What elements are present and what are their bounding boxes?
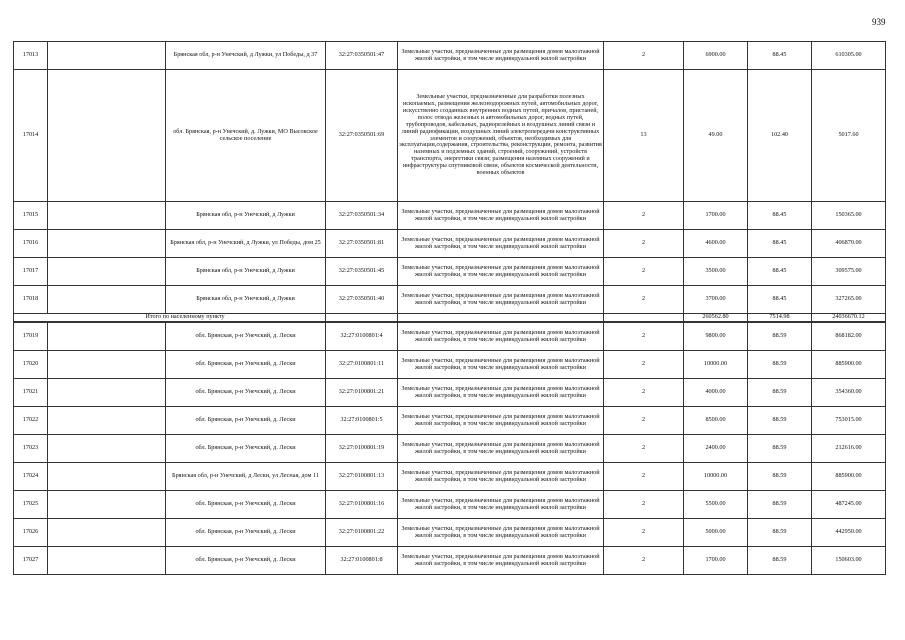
address-cell: обл. Брянская, р-н Унечский, д. Лески xyxy=(166,547,326,575)
specific-rate: 88.45 xyxy=(748,42,812,70)
table-row xyxy=(14,519,886,547)
area-value: 9800.00 xyxy=(684,323,748,351)
land-use-description: Земельные участки, предназначенные для размещения домов малоэтажной жилой застройки, в том числе индивидуальной жилой застройки xyxy=(398,547,604,575)
cadastral-number: 32:27:0100801:19 xyxy=(326,435,398,463)
table-row xyxy=(14,202,886,230)
blank-cell xyxy=(48,463,166,491)
land-use-group: 2 xyxy=(604,463,684,491)
land-use-description: Земельные участки, предназначенные для размещения домов малоэтажной жилой застройки, в том числе индивидуальной жилой застройки xyxy=(398,491,604,519)
cadastral-value: 150365.00 xyxy=(812,202,886,230)
address-cell: обл. Брянская, р-н Унечский, д. Лужки, МО Высокское сельское поселение xyxy=(166,70,326,202)
cadastral-value: 327265.00 xyxy=(812,286,886,314)
area-value: 8500.00 xyxy=(684,407,748,435)
cadastral-number: 32:27:0100801:16 xyxy=(326,491,398,519)
row-number: 17014 xyxy=(14,70,48,202)
settlement-group-luzhki xyxy=(14,42,886,314)
land-use-group: 2 xyxy=(604,547,684,575)
row-number: 17013 xyxy=(14,42,48,70)
row-number: 17015 xyxy=(14,202,48,230)
blank-cell xyxy=(48,230,166,258)
blank-cell xyxy=(48,258,166,286)
cadastral-number: 32:27:0350501:81 xyxy=(326,230,398,258)
land-use-description: Земельные участки, предназначенные для разработки полезных ископаемых, размещения железнодорожных путей, автомобильных дорог, искусственно созданных внутренних водных путей, причалов, пристаней, полос отвода железных и автомобильных дорог, водных путей, трубопроводов, кабельных, радиорелейных и воздушных линий связи и линий радиофикации, воздушных линий электропередачи конструктивных элементов и сооружений, объектов, необходимых для эксплуатации,содержания, строительства, реконструкции, ремонта, развития наземных и подземных зданий, строений, сооружений, устройств транспорта, энергетики связи; размещения наземных сооружений и инфраструктуры спутниковой связи, объектов космической деятельности, военных объектов xyxy=(398,70,604,202)
subtotal-row xyxy=(14,314,886,322)
row-number: 17017 xyxy=(14,258,48,286)
specific-rate: 88.59 xyxy=(748,519,812,547)
address-cell: Брянская обл, р-н Унечский, д Лески, ул Лесная, дом 11 xyxy=(166,463,326,491)
area-value: 10000.00 xyxy=(684,463,748,491)
table-row xyxy=(14,463,886,491)
area-value: 49.00 xyxy=(684,70,748,202)
land-use-group: 2 xyxy=(604,286,684,314)
land-use-description: Земельные участки, предназначенные для размещения домов малоэтажной жилой застройки, в том числе индивидуальной жилой застройки xyxy=(398,258,604,286)
address-cell: обл. Брянская, р-н Унечский, д. Лески xyxy=(166,435,326,463)
specific-rate: 88.59 xyxy=(748,323,812,351)
cadastral-value: 150603.00 xyxy=(812,547,886,575)
cadastral-value: 885900.00 xyxy=(812,463,886,491)
address-cell: Брянская обл, р-н Унечский, д Лужки xyxy=(166,202,326,230)
land-use-description: Земельные участки, предназначенные для размещения домов малоэтажной жилой застройки, в том числе индивидуальной жилой застройки xyxy=(398,230,604,258)
land-use-group: 2 xyxy=(604,519,684,547)
specific-rate: 88.45 xyxy=(748,258,812,286)
address-cell: Брянская обл, р-н Унечский, д Лужки xyxy=(166,286,326,314)
subtotal-group-cell xyxy=(604,314,684,322)
land-use-description: Земельные участки, предназначенные для размещения домов малоэтажной жилой застройки, в том числе индивидуальной жилой застройки xyxy=(398,351,604,379)
table-row xyxy=(14,379,886,407)
row-number: 17016 xyxy=(14,230,48,258)
cadastral-number: 32:27:0350501:40 xyxy=(326,286,398,314)
land-use-description: Земельные участки, предназначенные для размещения домов малоэтажной жилой застройки, в том числе индивидуальной жилой застройки xyxy=(398,202,604,230)
specific-rate: 88.59 xyxy=(748,351,812,379)
area-value: 1700.00 xyxy=(684,202,748,230)
row-number: 17018 xyxy=(14,286,48,314)
area-value: 4000.00 xyxy=(684,379,748,407)
address-cell: обл. Брянская, р-н Унечский, д. Лески xyxy=(166,519,326,547)
land-use-group: 13 xyxy=(604,70,684,202)
land-use-description: Земельные участки, предназначенные для размещения домов малоэтажной жилой застройки, в том числе индивидуальной жилой застройки xyxy=(398,42,604,70)
subtotal-cadastre-cell xyxy=(326,314,398,322)
land-use-description: Земельные участки, предназначенные для размещения домов малоэтажной жилой застройки, в том числе индивидуальной жилой застройки xyxy=(398,407,604,435)
cadastral-value: 868182.00 xyxy=(812,323,886,351)
specific-rate: 88.59 xyxy=(748,547,812,575)
table-row xyxy=(14,323,886,351)
cadastral-value: 753015.00 xyxy=(812,407,886,435)
table-row xyxy=(14,230,886,258)
cadastral-number: 32:27:0100801:22 xyxy=(326,519,398,547)
land-use-description: Земельные участки, предназначенные для размещения домов малоэтажной жилой застройки, в том числе индивидуальной жилой застройки xyxy=(398,463,604,491)
address-cell: обл. Брянская, р-н Унечский, д. Лески xyxy=(166,323,326,351)
land-use-description: Земельные участки, предназначенные для размещения домов малоэтажной жилой застройки, в том числе индивидуальной жилой застройки xyxy=(398,323,604,351)
table-row xyxy=(14,351,886,379)
cadastral-value-table xyxy=(13,41,886,575)
specific-rate: 88.59 xyxy=(748,379,812,407)
blank-cell xyxy=(48,70,166,202)
cadastral-value: 885900.00 xyxy=(812,351,886,379)
table-row xyxy=(14,258,886,286)
land-use-group: 2 xyxy=(604,202,684,230)
subtotal-label: Итого по населенному пункту xyxy=(14,314,326,322)
land-use-description: Земельные участки, предназначенные для размещения домов малоэтажной жилой застройки, в том числе индивидуальной жилой застройки xyxy=(398,286,604,314)
blank-cell xyxy=(48,202,166,230)
row-number: 17019 xyxy=(14,323,48,351)
area-value: 6900.00 xyxy=(684,42,748,70)
land-use-group: 2 xyxy=(604,323,684,351)
subtotal-area: 260562.80 xyxy=(684,314,748,322)
table-row xyxy=(14,42,886,70)
row-number: 17024 xyxy=(14,463,48,491)
blank-cell xyxy=(48,323,166,351)
blank-cell xyxy=(48,547,166,575)
table-row xyxy=(14,547,886,575)
settlement-subtotal xyxy=(14,314,886,323)
cadastral-value: 610305.00 xyxy=(812,42,886,70)
cadastral-number: 32:27:0100801:11 xyxy=(326,351,398,379)
address-cell: Брянская обл, р-н Унечский, д Лужки, ул Победы, д 37 xyxy=(166,42,326,70)
cadastral-number: 32:27:0100801:8 xyxy=(326,547,398,575)
area-value: 10000.00 xyxy=(684,351,748,379)
cadastral-value: 212616.00 xyxy=(812,435,886,463)
page-number: 939 xyxy=(872,17,886,27)
blank-cell xyxy=(48,519,166,547)
row-number: 17027 xyxy=(14,547,48,575)
specific-rate: 102.40 xyxy=(748,70,812,202)
row-number: 17025 xyxy=(14,491,48,519)
land-use-group: 2 xyxy=(604,407,684,435)
specific-rate: 88.59 xyxy=(748,491,812,519)
land-use-description: Земельные участки, предназначенные для размещения домов малоэтажной жилой застройки, в том числе индивидуальной жилой застройки xyxy=(398,379,604,407)
blank-cell xyxy=(48,435,166,463)
cadastral-number: 32:27:0350501:34 xyxy=(326,202,398,230)
area-value: 3500.00 xyxy=(684,258,748,286)
row-number: 17021 xyxy=(14,379,48,407)
land-use-group: 2 xyxy=(604,230,684,258)
cadastral-value: 442950.00 xyxy=(812,519,886,547)
table-row xyxy=(14,407,886,435)
land-use-group: 2 xyxy=(604,351,684,379)
land-use-group: 2 xyxy=(604,491,684,519)
area-value: 2400.00 xyxy=(684,435,748,463)
specific-rate: 88.45 xyxy=(748,230,812,258)
specific-rate: 88.45 xyxy=(748,286,812,314)
blank-cell xyxy=(48,407,166,435)
cadastral-number: 32:27:0350501:47 xyxy=(326,42,398,70)
row-number: 17022 xyxy=(14,407,48,435)
address-cell: Брянская обл, р-н Унечский, д Лужки xyxy=(166,258,326,286)
land-use-description: Земельные участки, предназначенные для размещения домов малоэтажной жилой застройки, в том числе индивидуальной жилой застройки xyxy=(398,519,604,547)
row-number: 17020 xyxy=(14,351,48,379)
blank-cell xyxy=(48,286,166,314)
table-row xyxy=(14,435,886,463)
cadastral-number: 32:27:0100801:4 xyxy=(326,323,398,351)
subtotal-description-cell xyxy=(398,314,604,322)
cadastral-value: 354360.00 xyxy=(812,379,886,407)
area-value: 4600.00 xyxy=(684,230,748,258)
settlement-group-leski xyxy=(14,323,886,575)
address-cell: Брянская обл, р-н Унечский, д Лужки, ул Победы, дом 25 xyxy=(166,230,326,258)
land-use-description: Земельные участки, предназначенные для размещения домов малоэтажной жилой застройки, в том числе индивидуальной жилой застройки xyxy=(398,435,604,463)
specific-rate: 88.59 xyxy=(748,435,812,463)
blank-cell xyxy=(48,379,166,407)
table-row xyxy=(14,286,886,314)
land-use-group: 2 xyxy=(604,379,684,407)
cadastral-value: 5017.60 xyxy=(812,70,886,202)
land-use-group: 2 xyxy=(604,435,684,463)
address-cell: обл. Брянская, р-н Унечский, д. Лески xyxy=(166,407,326,435)
area-value: 3700.00 xyxy=(684,286,748,314)
address-cell: обл. Брянская, р-н Унечский, д. Лески xyxy=(166,379,326,407)
cadastral-number: 32:27:0100801:5 xyxy=(326,407,398,435)
blank-cell xyxy=(48,42,166,70)
table-row xyxy=(14,70,886,202)
cadastral-number: 32:27:0350501:69 xyxy=(326,70,398,202)
blank-cell xyxy=(48,351,166,379)
cadastral-number: 32:27:0350501:45 xyxy=(326,258,398,286)
cadastral-value: 487245.00 xyxy=(812,491,886,519)
subtotal-rate: 7514.98 xyxy=(748,314,812,322)
area-value: 1700.00 xyxy=(684,547,748,575)
specific-rate: 88.45 xyxy=(748,202,812,230)
row-number: 17023 xyxy=(14,435,48,463)
row-number: 17026 xyxy=(14,519,48,547)
cadastral-value: 406870.00 xyxy=(812,230,886,258)
blank-cell xyxy=(48,491,166,519)
specific-rate: 88.59 xyxy=(748,407,812,435)
land-use-group: 2 xyxy=(604,42,684,70)
cadastral-number: 32:27:0100801:21 xyxy=(326,379,398,407)
area-value: 5500.00 xyxy=(684,491,748,519)
area-value: 5000.00 xyxy=(684,519,748,547)
cadastral-number: 32:27:0100801:13 xyxy=(326,463,398,491)
subtotal-value: 24036670.12 xyxy=(812,314,886,322)
address-cell: обл. Брянская, р-н Унечский, д. Лески xyxy=(166,491,326,519)
address-cell: обл. Брянская, р-н Унечский, д. Лески xyxy=(166,351,326,379)
table-row xyxy=(14,491,886,519)
specific-rate: 88.59 xyxy=(748,463,812,491)
land-use-group: 2 xyxy=(604,258,684,286)
cadastral-value: 309575.00 xyxy=(812,258,886,286)
